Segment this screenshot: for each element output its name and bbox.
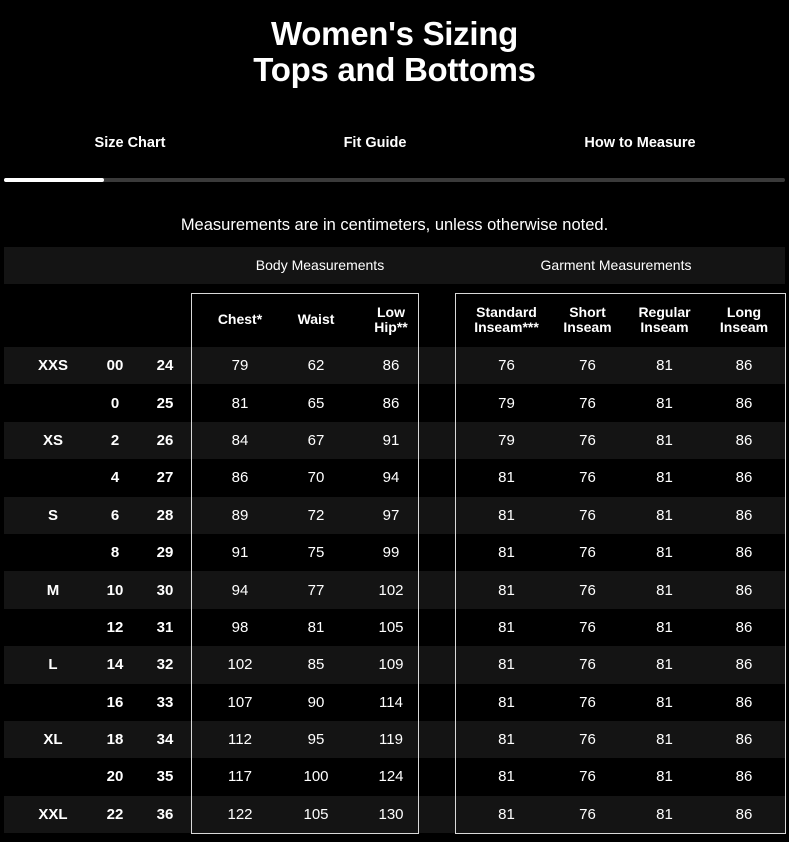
short-inseam-value: 76 — [579, 768, 596, 786]
table-header-row — [4, 292, 785, 347]
long-inseam-value: 86 — [703, 796, 785, 833]
low-hip-value: 86 — [354, 347, 428, 384]
low-hip-value: 114 — [379, 693, 403, 711]
size-alpha: XXL — [4, 796, 102, 833]
standard-inseam-value: 81 — [498, 768, 515, 786]
size-numeric: 36 — [128, 796, 202, 833]
size-us: 18 — [102, 721, 128, 758]
size-numeric: 33 — [156, 693, 174, 711]
low-hip-value: 94 — [382, 469, 400, 487]
size-alpha: L — [4, 646, 102, 683]
garment-measurements-label: Garment Measurements — [540, 257, 692, 273]
waist-value: 67 — [278, 422, 354, 459]
chest-value: 81 — [231, 394, 249, 412]
standard-inseam-value: 81 — [464, 497, 549, 534]
long-inseam-value: 86 — [703, 422, 785, 459]
table-row — [4, 758, 785, 795]
gap — [428, 609, 464, 646]
chest-value: 122 — [202, 796, 278, 833]
gap — [428, 684, 464, 721]
chest-value: 86 — [231, 469, 249, 487]
header-chest: Chest* — [217, 311, 263, 327]
short-inseam-value: 76 — [579, 544, 596, 562]
table-row — [4, 609, 785, 646]
size-numeric: 32 — [128, 646, 202, 683]
tab-how-to-measure[interactable]: How to Measure — [584, 135, 696, 151]
active-tab-indicator — [4, 178, 104, 182]
header-regular-inseam: Regular Inseam — [638, 303, 691, 335]
body-measurements-label: Body Measurements — [255, 257, 385, 273]
long-inseam-value: 86 — [703, 721, 785, 758]
short-inseam-value: 76 — [549, 422, 626, 459]
table-row — [4, 684, 785, 721]
waist-value: 100 — [303, 768, 329, 786]
size-numeric: 27 — [156, 469, 174, 487]
low-hip-value: 86 — [382, 394, 400, 412]
gap — [428, 459, 464, 496]
short-inseam-value: 76 — [579, 394, 596, 412]
short-inseam-value: 76 — [579, 693, 596, 711]
chest-value: 102 — [202, 646, 278, 683]
gap — [428, 534, 464, 571]
header-low-hip: Low Hip** — [374, 303, 408, 335]
size-alpha — [4, 384, 102, 421]
low-hip-value: 102 — [354, 571, 428, 608]
gap — [428, 497, 464, 534]
short-inseam-value: 76 — [549, 571, 626, 608]
regular-inseam-value: 81 — [626, 721, 703, 758]
short-inseam-value: 76 — [549, 347, 626, 384]
table-row — [4, 646, 785, 683]
regular-inseam-value: 81 — [626, 646, 703, 683]
long-inseam-value: 86 — [703, 571, 785, 608]
regular-inseam-value: 81 — [656, 544, 673, 562]
table-row — [4, 497, 785, 534]
gap — [428, 571, 464, 608]
size-numeric: 34 — [128, 721, 202, 758]
waist-value: 65 — [307, 394, 325, 412]
standard-inseam-value: 81 — [498, 618, 515, 636]
standard-inseam-value: 81 — [464, 571, 549, 608]
chest-value: 79 — [202, 347, 278, 384]
waist-value: 85 — [278, 646, 354, 683]
regular-inseam-value: 81 — [656, 394, 673, 412]
waist-value: 105 — [278, 796, 354, 833]
standard-inseam-value: 79 — [464, 422, 549, 459]
long-inseam-value: 86 — [735, 544, 753, 562]
long-inseam-value: 86 — [735, 768, 753, 786]
size-us: 22 — [102, 796, 128, 833]
size-alpha: XS — [4, 422, 102, 459]
chest-value: 94 — [202, 571, 278, 608]
size-numeric: 24 — [128, 347, 202, 384]
table-row — [4, 721, 785, 758]
size-us: 12 — [106, 618, 124, 636]
short-inseam-value: 76 — [579, 469, 596, 487]
size-alpha — [4, 609, 102, 646]
long-inseam-value: 86 — [735, 469, 753, 487]
title-line-2: Tops and Bottoms — [253, 51, 536, 88]
gap — [428, 721, 464, 758]
title-line-1: Women's Sizing — [271, 15, 518, 52]
standard-inseam-value: 79 — [498, 394, 515, 412]
size-numeric: 35 — [156, 768, 174, 786]
header-short-inseam: Short Inseam — [563, 303, 612, 335]
low-hip-value: 130 — [354, 796, 428, 833]
size-alpha: S — [4, 497, 102, 534]
waist-value: 75 — [307, 544, 325, 562]
standard-inseam-value: 81 — [464, 646, 549, 683]
regular-inseam-value: 81 — [656, 469, 673, 487]
size-alpha — [4, 758, 102, 795]
size-alpha — [4, 459, 102, 496]
regular-inseam-value: 81 — [656, 768, 673, 786]
header-waist: Waist — [297, 311, 335, 327]
low-hip-value: 97 — [354, 497, 428, 534]
header-size-spacer — [4, 292, 202, 347]
tab-fit-guide[interactable]: Fit Guide — [343, 135, 407, 151]
low-hip-value: 91 — [354, 422, 428, 459]
table-row — [4, 796, 785, 833]
size-alpha — [4, 534, 102, 571]
size-us: 2 — [102, 422, 128, 459]
chest-value: 112 — [202, 721, 278, 758]
standard-inseam-value: 81 — [498, 693, 515, 711]
measurement-group-header — [4, 247, 785, 284]
short-inseam-value: 76 — [549, 646, 626, 683]
chest-value: 84 — [202, 422, 278, 459]
standard-inseam-value: 81 — [498, 469, 515, 487]
regular-inseam-value: 81 — [656, 693, 673, 711]
regular-inseam-value: 81 — [626, 796, 703, 833]
regular-inseam-value: 81 — [626, 571, 703, 608]
waist-value: 95 — [278, 721, 354, 758]
chest-value: 117 — [228, 768, 252, 786]
waist-value: 81 — [307, 618, 325, 636]
size-alpha — [4, 684, 102, 721]
regular-inseam-value: 81 — [626, 347, 703, 384]
short-inseam-value: 76 — [549, 796, 626, 833]
chest-value: 91 — [231, 544, 249, 562]
size-alpha: XXS — [4, 347, 102, 384]
size-numeric: 25 — [156, 394, 174, 412]
gap — [428, 347, 464, 384]
standard-inseam-value: 81 — [464, 721, 549, 758]
size-numeric: 30 — [128, 571, 202, 608]
low-hip-value: 105 — [378, 618, 404, 636]
waist-value: 70 — [307, 469, 325, 487]
long-inseam-value: 86 — [735, 618, 753, 636]
long-inseam-value: 86 — [703, 347, 785, 384]
size-numeric: 26 — [128, 422, 202, 459]
size-us: 00 — [102, 347, 128, 384]
long-inseam-value: 86 — [735, 394, 753, 412]
table-row — [4, 571, 785, 608]
tab-track — [4, 178, 785, 182]
size-us: 6 — [102, 497, 128, 534]
size-numeric: 31 — [156, 618, 174, 636]
size-us: 0 — [110, 394, 120, 412]
table-row — [4, 347, 785, 384]
standard-inseam-value: 81 — [464, 796, 549, 833]
gap — [428, 758, 464, 795]
units-note: Measurements are in centimeters, unless otherwise noted. — [180, 216, 609, 234]
regular-inseam-value: 81 — [656, 618, 673, 636]
waist-value: 72 — [278, 497, 354, 534]
size-us: 8 — [110, 544, 120, 562]
short-inseam-value: 76 — [549, 721, 626, 758]
header-standard-inseam: Standard Inseam*** — [474, 303, 539, 335]
waist-value: 90 — [307, 693, 325, 711]
short-inseam-value: 76 — [549, 497, 626, 534]
header-gap — [428, 292, 464, 347]
gap — [428, 796, 464, 833]
gap — [428, 646, 464, 683]
size-numeric: 29 — [156, 544, 174, 562]
long-inseam-value: 86 — [735, 693, 753, 711]
low-hip-value: 124 — [378, 768, 404, 786]
size-numeric: 28 — [128, 497, 202, 534]
chest-value: 98 — [231, 618, 249, 636]
table-row — [4, 459, 785, 496]
tab-size-chart[interactable]: Size Chart — [94, 135, 166, 151]
header-long-inseam: Long Inseam — [719, 303, 769, 335]
size-alpha: M — [4, 571, 102, 608]
table-row — [4, 534, 785, 571]
waist-value: 77 — [278, 571, 354, 608]
page-title — [0, 16, 789, 88]
waist-value: 62 — [278, 347, 354, 384]
size-us: 20 — [106, 768, 124, 786]
regular-inseam-value: 81 — [626, 497, 703, 534]
chest-value: 89 — [202, 497, 278, 534]
size-chart-table — [4, 292, 785, 833]
standard-inseam-value: 81 — [498, 544, 515, 562]
regular-inseam-value: 81 — [626, 422, 703, 459]
short-inseam-value: 76 — [579, 618, 596, 636]
chest-value: 107 — [227, 693, 253, 711]
size-us: 16 — [106, 693, 124, 711]
low-hip-value: 109 — [354, 646, 428, 683]
long-inseam-value: 86 — [703, 646, 785, 683]
table-row — [4, 384, 785, 421]
standard-inseam-value: 76 — [464, 347, 549, 384]
size-alpha: XL — [4, 721, 102, 758]
low-hip-value: 99 — [382, 544, 400, 562]
size-us: 14 — [102, 646, 128, 683]
low-hip-value: 119 — [354, 721, 428, 758]
gap — [428, 422, 464, 459]
long-inseam-value: 86 — [703, 497, 785, 534]
table-row — [4, 422, 785, 459]
gap — [428, 384, 464, 421]
size-us: 4 — [110, 469, 120, 487]
size-us: 10 — [102, 571, 128, 608]
